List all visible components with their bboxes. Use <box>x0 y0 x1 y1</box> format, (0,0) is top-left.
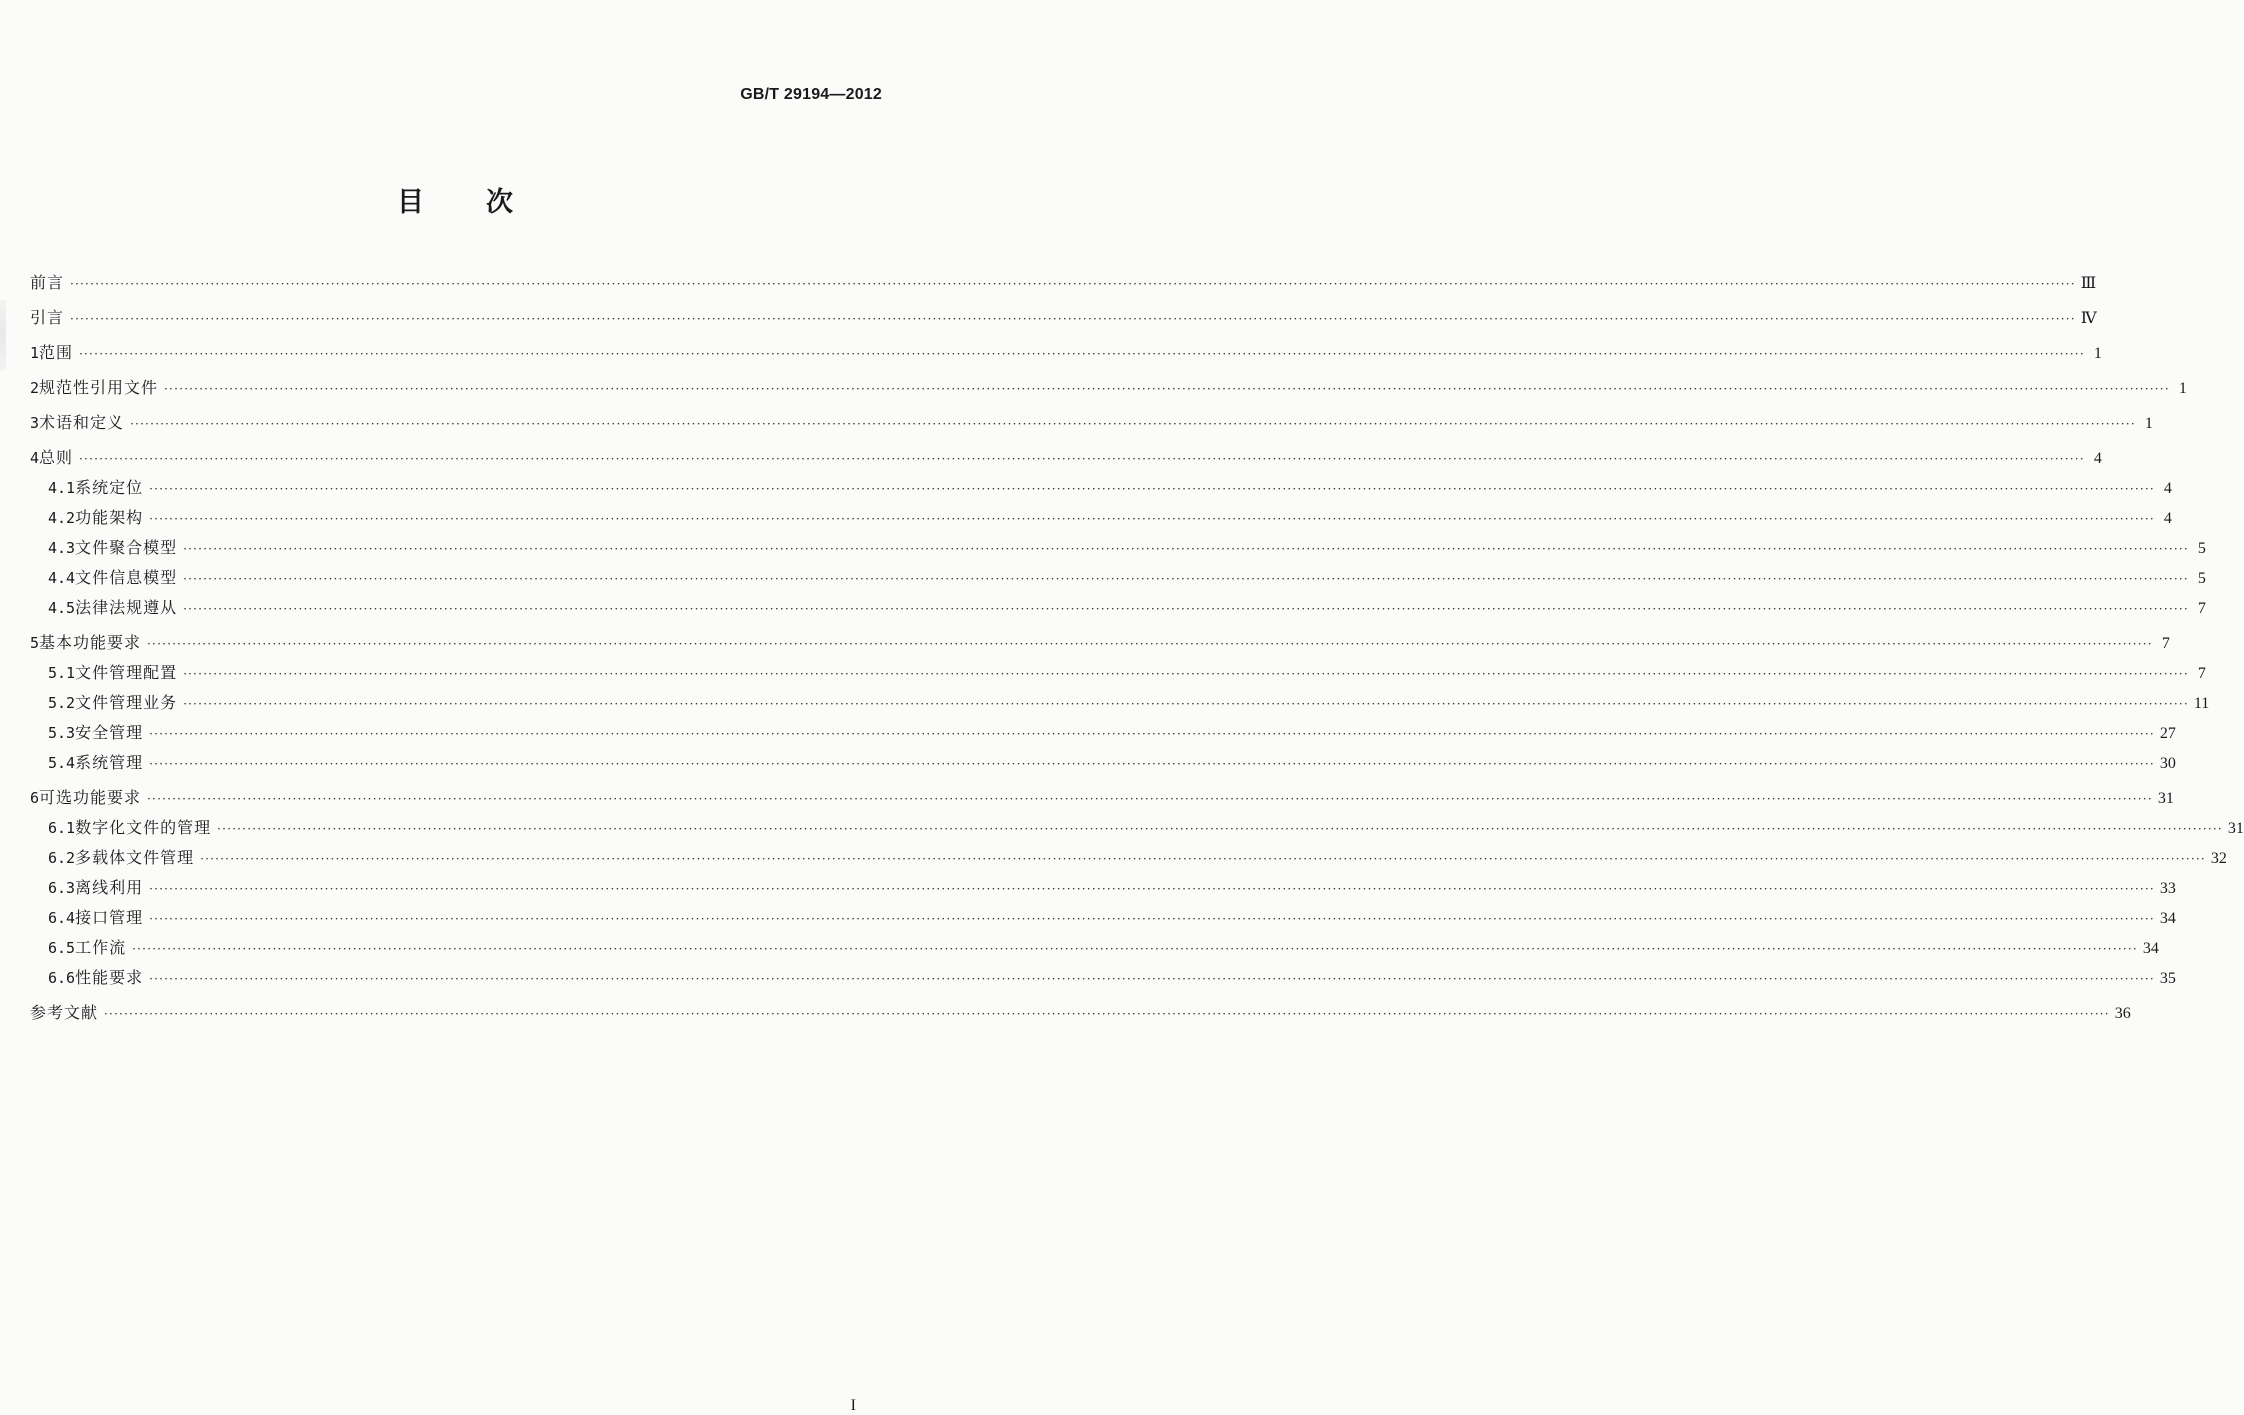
toc-entry-number: 6.2 <box>48 849 76 867</box>
toc-entry-number: 4.3 <box>48 539 76 557</box>
toc-entry-label: 多载体文件管理 <box>75 848 195 867</box>
dot-leader: ················································································································································································································································································································································································································ <box>183 602 2189 616</box>
toc-entry-page: 7 <box>2197 665 2206 682</box>
toc-entry-page: Ⅳ <box>2080 310 2097 327</box>
toc-entry-label: 基本功能要求 <box>39 633 142 652</box>
toc-entry-label: 法律法规遵从 <box>75 598 178 617</box>
toc-entry-label: 工作流 <box>75 938 127 957</box>
toc-entry[interactable] <box>30 1003 2131 1024</box>
toc-entry-page: 5 <box>2197 540 2206 557</box>
toc-entry-page: 5 <box>2197 570 2206 587</box>
toc-entry-number: 5.4 <box>48 754 76 772</box>
toc-entry-label: 文件管理业务 <box>75 693 178 712</box>
toc-entry-label: 系统定位 <box>75 478 144 497</box>
toc-entry-page: 32 <box>2210 850 2227 867</box>
toc-entry-number: 1 <box>30 344 40 362</box>
toc-entry-label: 离线利用 <box>75 878 144 897</box>
toc-entry-number: 5.3 <box>48 724 76 742</box>
toc-entry[interactable] <box>30 878 2176 899</box>
toc-entry-number: 5 <box>30 634 40 652</box>
toc-entry[interactable] <box>30 968 2176 989</box>
toc-entry[interactable] <box>30 693 2210 714</box>
dot-leader: ················································································································································································································································································································································································································ <box>200 852 2206 866</box>
toc-entry[interactable] <box>30 908 2176 929</box>
dot-leader: ················································································································································································································································································································································································································ <box>149 972 2155 986</box>
toc-entry[interactable] <box>30 413 2153 434</box>
dot-leader: ················································································································································································································································································································································································································ <box>183 542 2189 556</box>
toc-entry-label: 规范性引用文件 <box>39 378 159 397</box>
toc-entry-number: 3 <box>30 414 40 432</box>
dot-leader: ················································································································································································································································································································································································································ <box>149 727 2155 741</box>
toc-entry-number: 6.5 <box>48 939 76 957</box>
toc-entry-label: 参考文献 <box>30 1003 99 1022</box>
toc-entry-page: 35 <box>2159 970 2176 987</box>
toc-entry-page: 1 <box>2178 380 2187 397</box>
toc-entry[interactable] <box>30 723 2176 744</box>
toc-entry[interactable] <box>30 753 2176 774</box>
toc-entry[interactable] <box>30 818 2244 839</box>
dot-leader: ················································································································································································································································································································································································································ <box>149 757 2155 771</box>
toc-entry-label: 性能要求 <box>75 968 144 987</box>
dot-leader: ················································································································································································································································································································································································································ <box>183 572 2189 586</box>
dot-leader: ················································································································································································································································································································································································································ <box>183 697 2189 711</box>
dot-leader: ················································································································································································································································································································································································································ <box>79 452 2085 466</box>
toc-entry[interactable] <box>30 378 2187 399</box>
toc-entry[interactable] <box>30 663 2206 684</box>
page-number: I <box>850 1397 856 1414</box>
dot-leader: ················································································································································································································································································································································································································ <box>147 792 2153 806</box>
toc-entry-number: 6.4 <box>48 909 76 927</box>
toc-entry-label: 文件管理配置 <box>75 663 178 682</box>
toc-entry[interactable] <box>30 568 2206 589</box>
page-title: 目次 <box>397 187 575 218</box>
dot-leader: ················································································································································································································································································································································································································ <box>149 482 2155 496</box>
toc-entry-page: 30 <box>2159 755 2176 772</box>
dot-leader: ················································································································································································································································································································································································································ <box>132 942 2138 956</box>
toc-entry-number: 4.1 <box>48 479 76 497</box>
dot-leader: ················································································································································································································································································································································································································ <box>149 912 2155 926</box>
toc-entry-label: 前言 <box>30 273 65 292</box>
toc-entry-label: 系统管理 <box>75 753 144 772</box>
dot-leader: ················································································································································································································································································································································································································ <box>104 1007 2110 1021</box>
toc-entry[interactable] <box>30 788 2174 809</box>
table-of-contents <box>30 273 2244 1024</box>
toc-entry-number: 4.4 <box>48 569 76 587</box>
dot-leader: ················································································································································································································································································································································································································ <box>79 347 2085 361</box>
toc-entry-label: 文件信息模型 <box>75 568 178 587</box>
toc-entry[interactable] <box>30 538 2206 559</box>
toc-entry-number: 5.2 <box>48 694 76 712</box>
toc-entry-page: 4 <box>2093 450 2102 467</box>
toc-entry-page: 27 <box>2159 725 2176 742</box>
toc-entry[interactable] <box>30 598 2206 619</box>
toc-entry-number: 6.3 <box>48 879 76 897</box>
toc-entry[interactable] <box>30 938 2159 959</box>
toc-entry-label: 文件聚合模型 <box>75 538 178 557</box>
toc-entry-number: 6 <box>30 789 40 807</box>
dot-leader: ················································································································································································································································································································································································································ <box>70 312 2076 326</box>
toc-entry-number: 6.6 <box>48 969 76 987</box>
toc-entry-label: 总则 <box>39 448 74 467</box>
toc-entry-label: 数字化文件的管理 <box>75 818 212 837</box>
toc-entry-page: Ⅲ <box>2080 275 2097 292</box>
toc-entry-number: 4.2 <box>48 509 76 527</box>
toc-entry[interactable] <box>30 308 2097 329</box>
toc-entry-number: 2 <box>30 379 40 397</box>
standard-code: GB/T 29194—2012 <box>740 86 882 103</box>
toc-entry[interactable] <box>30 448 2102 469</box>
toc-entry-page: 34 <box>2142 940 2159 957</box>
toc-entry-label: 接口管理 <box>75 908 144 927</box>
toc-entry-page: 36 <box>2114 1005 2131 1022</box>
toc-entry[interactable] <box>30 478 2172 499</box>
dot-leader: ················································································································································································································································································································································································································ <box>149 882 2155 896</box>
toc-entry-label: 功能架构 <box>75 508 144 527</box>
toc-entry-number: 5.1 <box>48 664 76 682</box>
toc-entry-number: 6.1 <box>48 819 76 837</box>
dot-leader: ················································································································································································································································································································································································································ <box>149 512 2155 526</box>
toc-entry-number: 4.5 <box>48 599 76 617</box>
toc-entry[interactable] <box>30 273 2097 294</box>
toc-entry-page: 4 <box>2163 510 2172 527</box>
toc-entry[interactable] <box>30 508 2172 529</box>
toc-entry-label: 范围 <box>39 343 74 362</box>
toc-entry-number: 4 <box>30 449 40 467</box>
dot-leader: ················································································································································································································································································································································································································ <box>147 637 2153 651</box>
toc-entry-page: 33 <box>2159 880 2176 897</box>
toc-entry-page: 1 <box>2144 415 2153 432</box>
toc-entry-label: 可选功能要求 <box>39 788 142 807</box>
toc-entry-label: 术语和定义 <box>39 413 125 432</box>
toc-entry-page: 31 <box>2157 790 2174 807</box>
toc-entry[interactable] <box>30 633 2170 654</box>
toc-entry-page: 1 <box>2093 345 2102 362</box>
toc-entry-page: 31 <box>2227 820 2244 837</box>
toc-entry-page: 4 <box>2163 480 2172 497</box>
toc-entry-page: 34 <box>2159 910 2176 927</box>
dot-leader: ················································································································································································································································································································································································································ <box>130 417 2136 431</box>
toc-entry-label: 安全管理 <box>75 723 144 742</box>
toc-entry-page: 11 <box>2193 695 2210 712</box>
dot-leader: ················································································································································································································································································································································································································ <box>183 667 2189 681</box>
dot-leader: ················································································································································································································································································································································································································ <box>164 382 2170 396</box>
toc-entry[interactable] <box>30 848 2227 869</box>
toc-entry-page: 7 <box>2197 600 2206 617</box>
toc-entry-page: 7 <box>2161 635 2170 652</box>
dot-leader: ················································································································································································································································································································································································································ <box>217 822 2223 836</box>
toc-entry-label: 引言 <box>30 308 65 327</box>
scan-edge-artifact <box>0 300 6 370</box>
dot-leader: ················································································································································································································································································································································································································ <box>70 277 2076 291</box>
toc-entry[interactable] <box>30 343 2102 364</box>
